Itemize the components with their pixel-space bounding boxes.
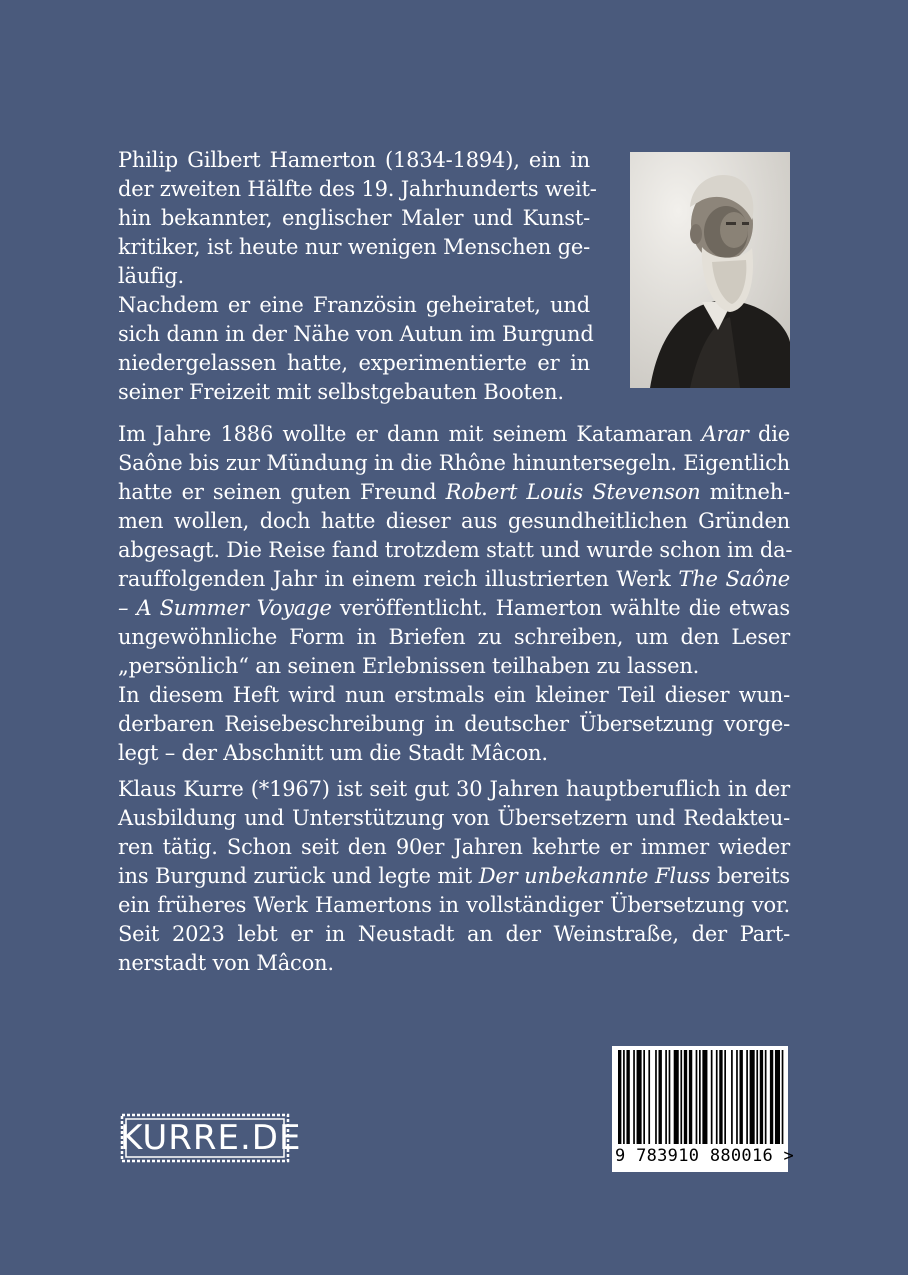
text-run: rauffolgenden Jahr in einem reich illustrierten Werk: [118, 567, 679, 591]
text-run: Klaus Kurre (*1967) ist seit gut 30 Jahren hauptberuflich in der: [118, 777, 790, 801]
text-line: [118, 739, 790, 768]
translator-bio-paragraph: [118, 775, 790, 978]
text-run: Ausbildung und Unterstützung von Übersetzern und Redakteu-: [118, 806, 790, 830]
barcode-bar: [775, 1050, 780, 1144]
portrait-photo-icon: [630, 152, 790, 388]
bio-line: sich dann in der Nähe von Autun im Burgund: [118, 322, 594, 346]
text-line: [118, 652, 790, 681]
text-run: ungewöhnliche Form in Briefen zu schreiben, um den Leser: [118, 625, 790, 649]
text-line: [118, 681, 790, 710]
barcode-bar: [669, 1050, 671, 1144]
barcode-bar: [659, 1050, 662, 1144]
bio-line: seiner Freizeit mit selbstgebauten Booten.: [118, 380, 564, 404]
barcode-bar: [731, 1050, 733, 1144]
text-line: [118, 833, 790, 862]
barcode-bar: [719, 1050, 722, 1144]
barcode-bar: [756, 1050, 758, 1144]
text-line: [118, 507, 790, 536]
barcode-bar: [724, 1050, 726, 1144]
barcode-bar: [716, 1050, 718, 1144]
text-run: nerstadt von Mâcon.: [118, 951, 334, 975]
text-run: mitneh-: [700, 480, 791, 504]
text-run: abgesagt. Die Reise fand trotzdem statt und wurde schon im da-: [118, 538, 793, 562]
italic-title: The Saône: [678, 567, 790, 591]
text-run: hatte er seinen guten Freund: [118, 480, 446, 504]
barcode-bar: [711, 1050, 713, 1144]
barcode-bar: [623, 1050, 625, 1144]
bio-line: kritiker, ist heute nur wenigen Menschen ge-: [118, 235, 590, 259]
text-line: [118, 565, 790, 594]
text-line: [118, 594, 790, 623]
text-run: ren tätig. Schon seit den 90er Jahren kehrte er immer wieder: [118, 835, 790, 859]
barcode-bar: [618, 1050, 621, 1144]
barcode-bar: [643, 1050, 645, 1144]
barcode-bar: [680, 1050, 682, 1144]
bio-line: der zweiten Hälfte des 19. Jahrhunderts weit-: [118, 177, 597, 201]
text-run: Im Jahre 1886 wollte er dann mit seinem Katamaran: [118, 422, 702, 446]
bio-line: läufig.: [118, 264, 184, 288]
barcode-icon: [612, 1046, 788, 1146]
text-run: ins Burgund zurück und legte mit: [118, 864, 479, 888]
text-line: [118, 420, 790, 449]
text-line: [118, 449, 790, 478]
text-run: bereits: [710, 864, 790, 888]
barcode-bar: [696, 1050, 698, 1144]
italic-title: Arar: [701, 422, 749, 446]
text-line: [118, 775, 790, 804]
barcode-bar: [765, 1050, 767, 1144]
barcode-bar: [637, 1050, 642, 1144]
logo-text: KURRE.DE: [120, 1118, 302, 1158]
text-run: Seit 2023 lebt er in Neustadt an der Weinstraße, der Part-: [118, 922, 790, 946]
barcode-bar: [674, 1050, 679, 1144]
barcode-bar: [702, 1050, 707, 1144]
barcode-bar: [626, 1050, 629, 1144]
barcode-bar: [746, 1050, 748, 1144]
text-line: [118, 623, 790, 652]
bio-line: Philip Gilbert Hamerton (1834-1894), ein in: [118, 148, 590, 172]
barcode-bar: [782, 1050, 784, 1144]
text-run: Saône bis zur Mündung in die Rhône hinuntersegeln. Eigentlich: [118, 451, 790, 475]
text-run: derbaren Reisebeschreibung in deutscher Übersetzung vorge-: [118, 712, 790, 736]
barcode-bar: [648, 1050, 650, 1144]
text-line: [118, 804, 790, 833]
bio-line: niedergelassen hatte, experimentierte er in: [118, 351, 590, 375]
italic-title: Der unbekannte Fluss: [478, 864, 711, 888]
barcode-bar: [689, 1050, 692, 1144]
text-line: [118, 949, 790, 978]
text-line: [118, 862, 790, 891]
text-run: veröffentlicht. Hamerton wählte die etwas: [331, 596, 790, 620]
barcode-bar: [684, 1050, 687, 1144]
isbn-number: 9 783910 880016 >: [615, 1146, 795, 1166]
text-run: die: [748, 422, 790, 446]
italic-title: – A Summer Voyage: [118, 596, 332, 620]
text-run: In diesem Heft wird nun erstmals ein kleiner Teil dieser wun-: [118, 683, 790, 707]
text-run: „persönlich“ an seinen Erlebnissen teilhaben zu lassen.: [118, 654, 700, 678]
barcode-bar: [740, 1050, 743, 1144]
text-line: [118, 710, 790, 739]
text-line: [118, 891, 790, 920]
text-line: [118, 536, 793, 565]
barcode-bar: [633, 1050, 635, 1144]
italic-title: Robert Louis Stevenson: [445, 480, 701, 504]
text-line: [118, 920, 790, 949]
barcode-bar: [665, 1050, 667, 1144]
barcode-bar: [770, 1050, 773, 1144]
barcode-bar: [699, 1050, 701, 1144]
publisher-logo: [120, 1113, 302, 1163]
text-line: [118, 478, 790, 507]
barcode-bar: [736, 1050, 738, 1144]
text-run: men wollen, doch hatte dieser aus gesundheitlichen Gründen: [118, 509, 790, 533]
barcode-bar: [655, 1050, 657, 1144]
bio-line: Nachdem er eine Französin geheiratet, und: [118, 293, 590, 317]
text-run: legt – der Abschnitt um die Stadt Mâcon.: [118, 741, 548, 765]
isbn-barcode: [612, 1046, 795, 1172]
author-bio-paragraph: [118, 146, 597, 407]
voyage-description-paragraph: [118, 420, 793, 768]
bio-line: hin bekannter, englischer Maler und Kunst-: [118, 206, 590, 230]
author-portrait-photo: [630, 152, 790, 388]
text-run: ein früheres Werk Hamertons in vollständiger Übersetzung vor.: [118, 893, 790, 917]
barcode-bar: [760, 1050, 763, 1144]
barcode-bar: [750, 1050, 755, 1144]
